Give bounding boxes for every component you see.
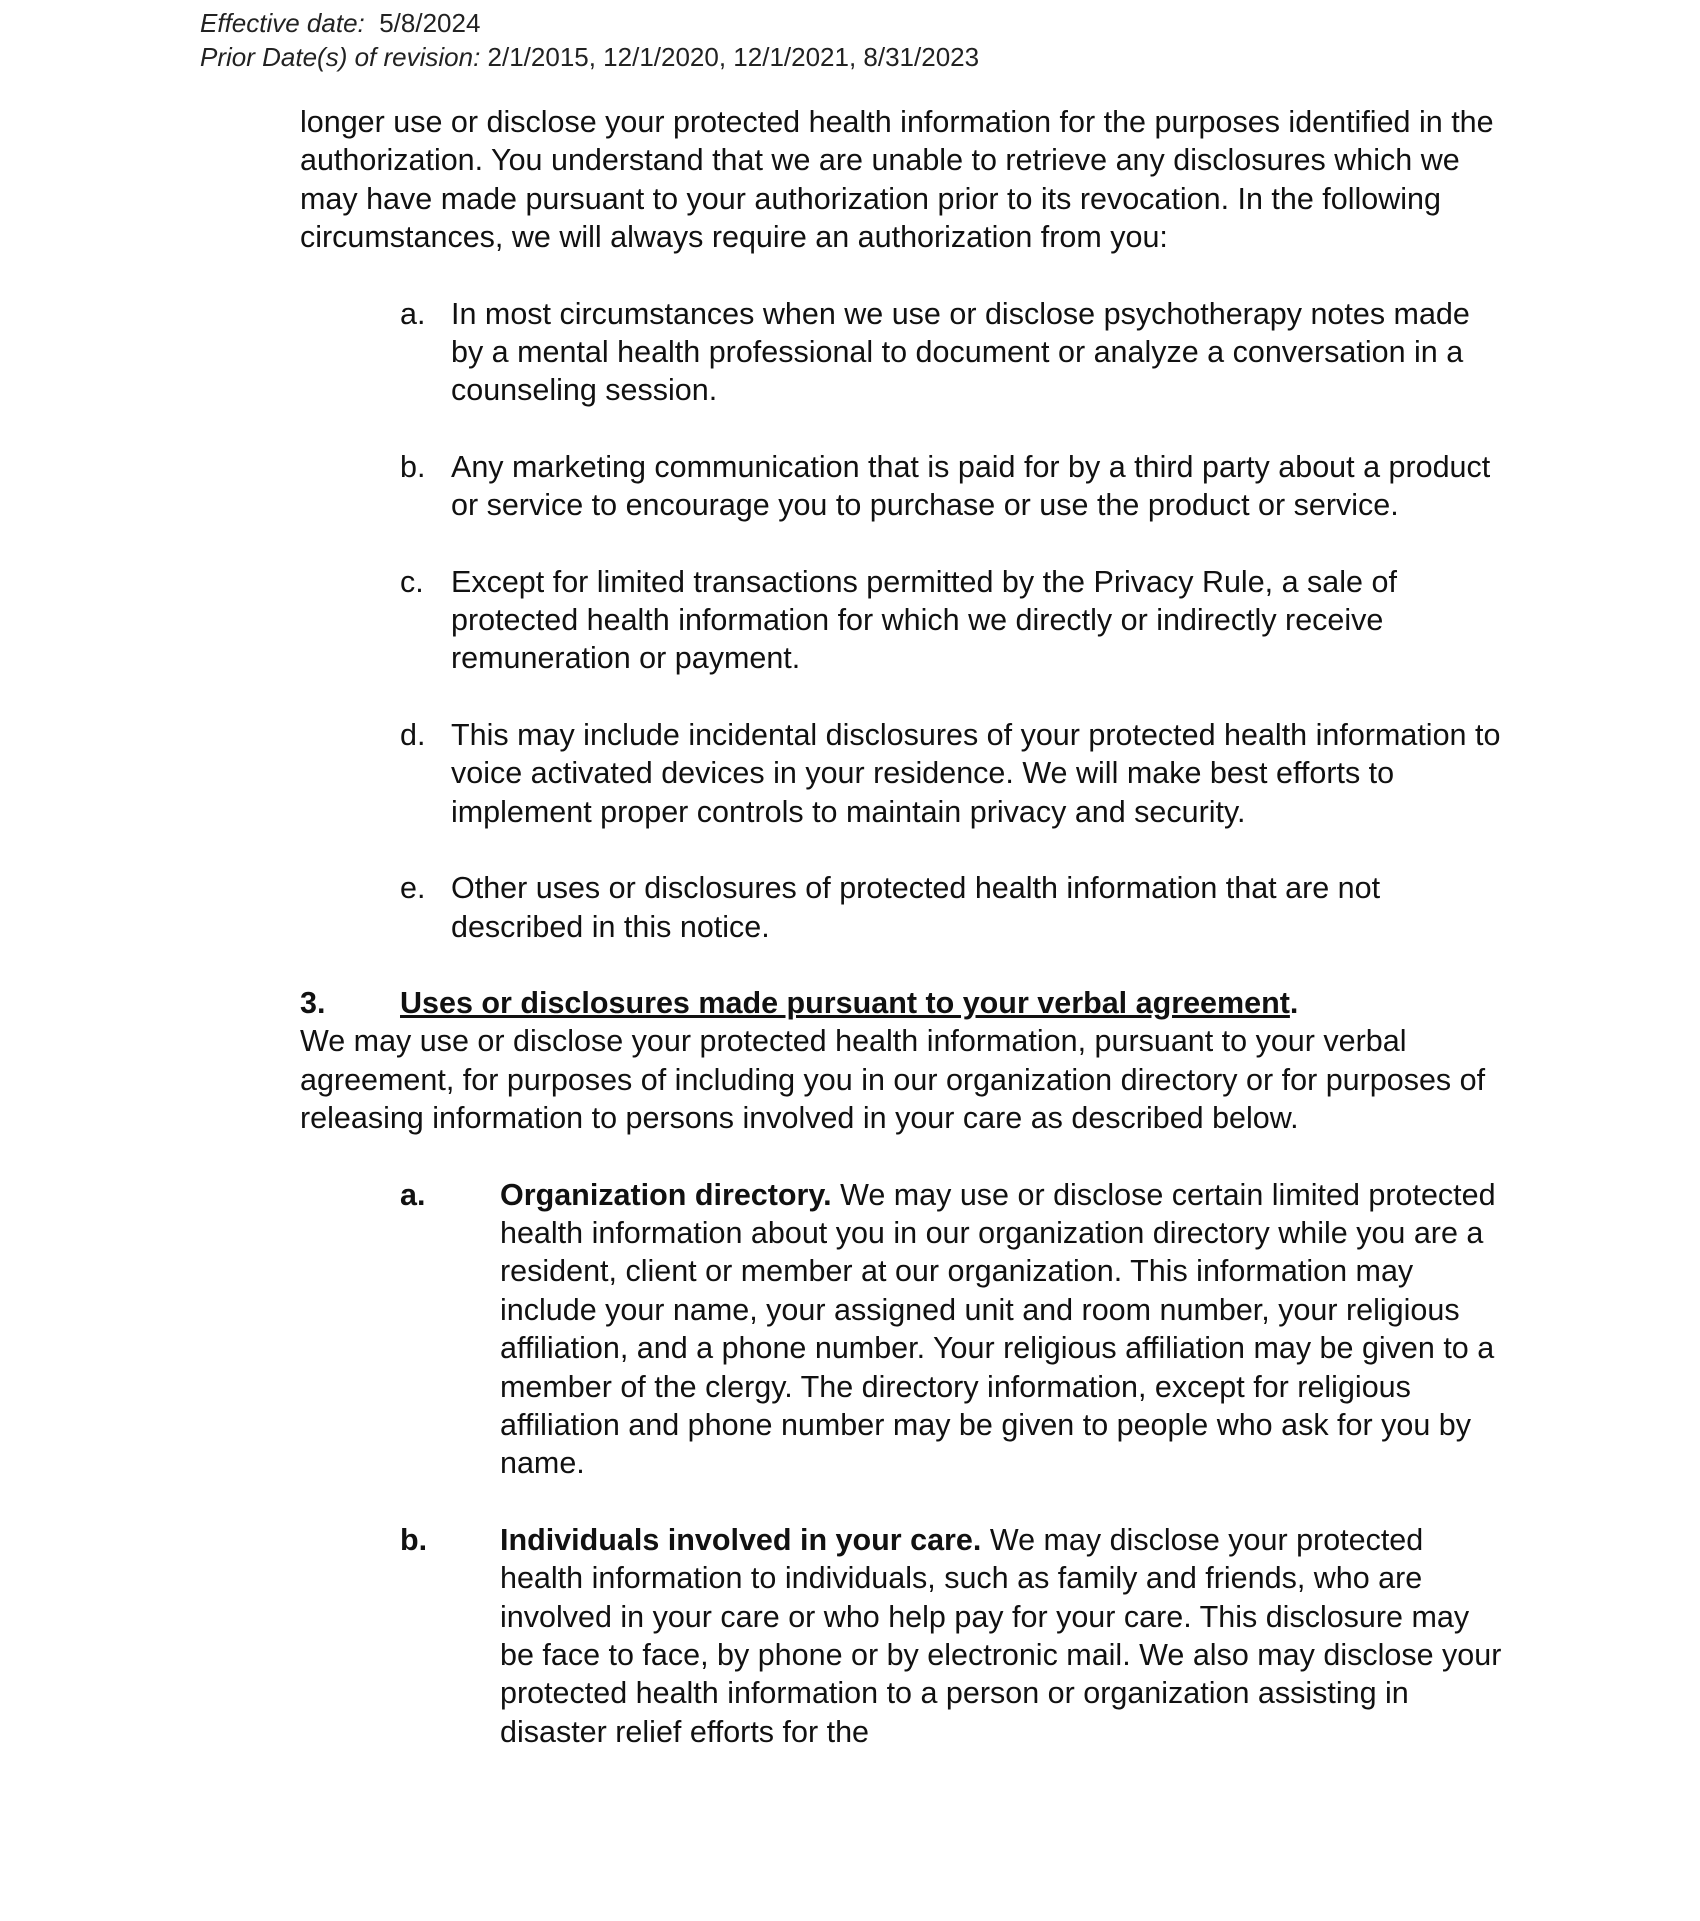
list-marker: a. — [400, 296, 426, 331]
list-marker: b. — [400, 1522, 428, 1557]
list-item — [400, 448, 1510, 525]
list-item — [400, 716, 1510, 831]
prior-revision-value: 2/1/2015, 12/1/2020, 12/1/2021, 8/31/2023 — [487, 42, 980, 72]
list-marker: b. — [400, 449, 426, 484]
list-item-body: We may disclose your protected health information to individuals, such as family and friends, who are involved in your care or who help pay for your care. This disclosure may be face to face, by phone or by electronic mail. We also may disclose your protected health information to a person or organization assisting in disaster relief efforts for the — [500, 1522, 1502, 1749]
list-marker: e. — [400, 871, 426, 906]
list-item — [400, 869, 1510, 946]
list-item — [400, 1521, 1510, 1751]
section-number: 3. — [300, 985, 326, 1020]
list-item-text: In most circumstances when we use or disclose psychotherapy notes made by a mental health professional to document or analyze a conversation in a counseling session. — [451, 296, 1470, 408]
intro-paragraph: longer use or disclose your protected health information for the purposes identified in the authorization. You understand that we are unable to retrieve any disclosures which we may have made pursuant to your authorization prior to its revocation. In the following circumstances, we will always require an authorization from you: — [300, 105, 1494, 255]
list-item-body: We may use or disclose certain limited protected health information about you in our organization directory while you are a resident, client or member at our organization. This information may include your name, your assigned unit and room number, your religious affiliation, and a phone number. Your religious affiliation may be given to a member of the clergy. The directory information, except for religious affiliation and phone number may be given to people who ask for you by name. — [500, 1177, 1496, 1481]
list-item-text: Any marketing communication that is paid for by a third party about a product or service to encourage you to purchase or use the product or service. — [451, 449, 1491, 523]
prior-revision-label: Prior Date(s) of revision — [200, 42, 474, 72]
list-item-heading: Individuals involved in your care. — [500, 1522, 982, 1557]
list-item-text: Except for limited transactions permitted by the Privacy Rule, a sale of protected health information for which we directly or indirectly receive remuneration or payment. — [451, 564, 1397, 676]
section-3 — [300, 984, 1510, 1751]
list-item-text: This may include incidental disclosures of your protected health information to voice activated devices in your residence. We will make best efforts to implement proper controls to maintain privacy and security. — [451, 717, 1501, 829]
prior-revision-line: Prior Date(s) of revision: 2/1/2015, 12/1/2020, 12/1/2021, 8/31/2023 — [200, 42, 980, 72]
section-3-body: We may use or disclose your protected health information, pursuant to your verbal agreement, for purposes of including you in our organization directory or for purposes of releasing information to persons involved in your care as described below. — [300, 1024, 1486, 1136]
document-body — [300, 103, 1510, 1751]
effective-date-label: Effective date — [200, 8, 358, 38]
list-marker: a. — [400, 1177, 426, 1212]
list-item-text — [500, 1521, 1510, 1751]
list-marker: d. — [400, 717, 426, 752]
effective-date-value: 5/8/2024 — [379, 8, 481, 38]
list-item-text: Other uses or disclosures of protected health information that are not described in this notice. — [451, 871, 1381, 944]
section-title-period: . — [1289, 985, 1299, 1020]
section-title: Uses or disclosures made pursuant to your verbal agreement — [400, 985, 1290, 1020]
revision-header — [200, 6, 979, 74]
list-item — [400, 1176, 1510, 1483]
list-item — [400, 563, 1510, 678]
effective-date-line: Effective date: 5/8/2024 — [200, 8, 481, 38]
authorization-list — [300, 295, 1510, 946]
list-item-heading: Organization directory. — [500, 1177, 832, 1212]
section-3-heading — [300, 984, 1510, 1022]
list-item — [400, 295, 1510, 410]
list-item-text — [500, 1176, 1510, 1483]
list-marker: c. — [400, 564, 424, 599]
